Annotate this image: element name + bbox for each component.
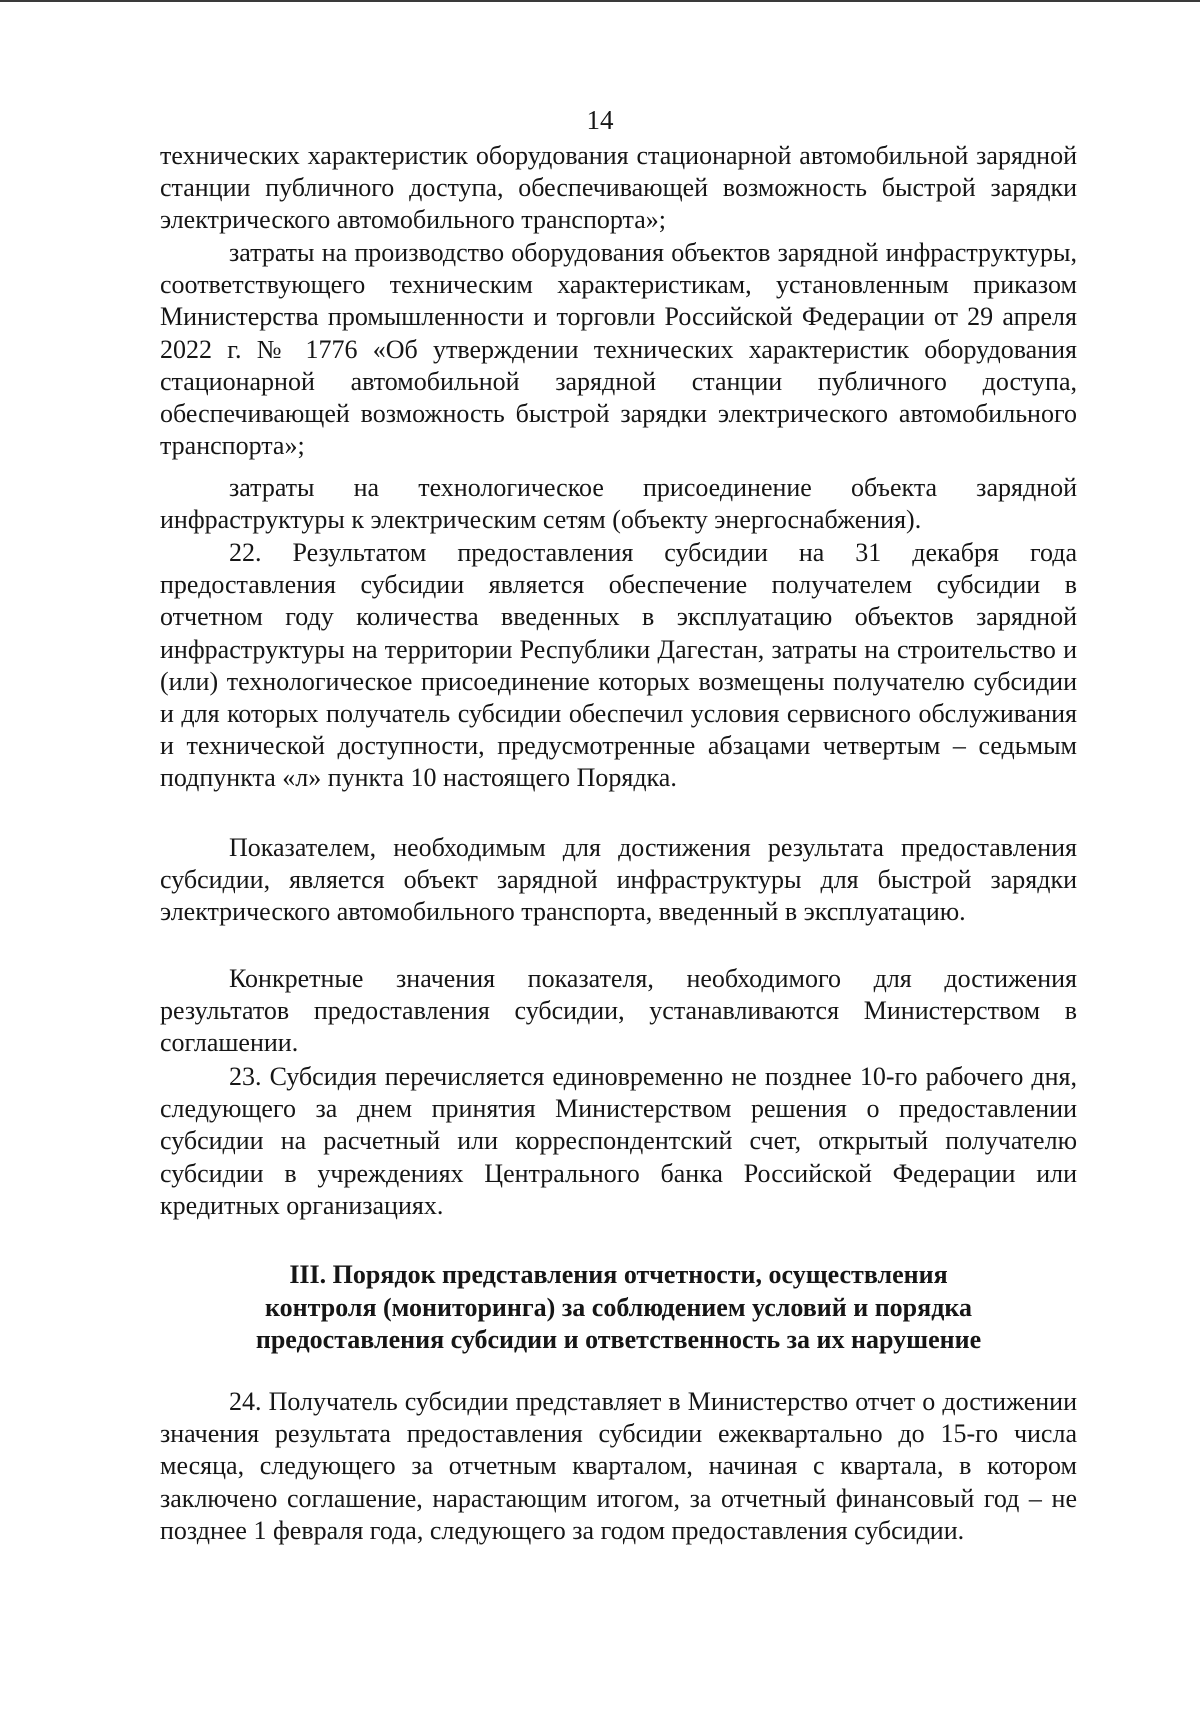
- paragraph-indicator: Показателем, необходимым для достижения результата предоставления субсидии, является объект зарядной инфраструктуры для быстрой зарядки электрического автомобильного транспорта, введенный в эксплуатацию.: [160, 833, 1077, 927]
- section-heading-line: контроля (мониторинга) за соблюдением условий и порядка: [265, 1292, 972, 1322]
- paragraph-item-23: 23. Субсидия перечисляется единовременно не позднее 10-го рабочего дня, следующего за днем принятия Министерством решения о предоставлении субсидии на расчетный или корреспондентский счет, открытый получателю субсидии в учреждениях Центрального банка Российской Федерации или кредитных организациях.: [160, 1062, 1077, 1220]
- section-heading: [160, 1259, 1077, 1357]
- paragraph-item-24: 24. Получатель субсидии представляет в Министерство отчет о достижении значения результата предоставления субсидии ежеквартально до 15-го числа месяца, следующего за отчетным кварталом, начиная с квартала, в котором заключено соглашение, нарастающим итогом, за отчетный финансовый год – не позднее 1 февраля года, следующего за годом предоставления субсидии.: [160, 1387, 1077, 1545]
- paragraph-production-costs: затраты на производство оборудования объектов зарядной инфраструктуры, соответствующего техническим характеристикам, установленным приказом Министерства промышленности и торговли Российской Федерации от 29 апреля 2022 г. № 1776 «Об утверждении технических характеристик оборудования стационарной автомобильной зарядной станции публичного доступа, обеспечивающей возможность быстрой зарядки электрического автомобильного транспорта»;: [160, 238, 1077, 461]
- section-heading-line: предоставления субсидии и ответственность за их нарушение: [255, 1325, 982, 1354]
- page-number: 14: [586, 105, 614, 135]
- paragraph-indicator-values: Конкретные значения показателя, необходимого для достижения результатов предоставления субсидии, устанавливаются Министерством в соглашении.: [160, 964, 1077, 1058]
- paragraph-connection-costs: затраты на технологическое присоединение объекта зарядной инфраструктуры к электрическим сетям (объекту энергоснабжения).: [160, 473, 1077, 535]
- paragraph-continuation: технических характеристик оборудования стационарной автомобильной зарядной станции публичного доступа, обеспечивающей возможность быстрой зарядки электрического автомобильного транспорта»;: [160, 141, 1077, 235]
- section-heading-line: III. Порядок представления отчетности, осуществления: [289, 1260, 948, 1289]
- paragraph-item-22: 22. Результатом предоставления субсидии на 31 декабря года предоставления субсидии является обеспечение получателем субсидии в отчетном году количества введенных в эксплуатацию объектов зарядной инфраструктуры на территории Республики Дагестан, затраты на строительство и (или) технологическое присоединение которых возмещены получателю субсидии и для которых получатель субсидии обеспечил условия сервисного обслуживания и технической доступности, предусмотренные абзацами четвертым – седьмым подпункта «л» пункта 10 настоящего Порядка.: [160, 538, 1077, 793]
- scan-edge: [0, 0, 1200, 2]
